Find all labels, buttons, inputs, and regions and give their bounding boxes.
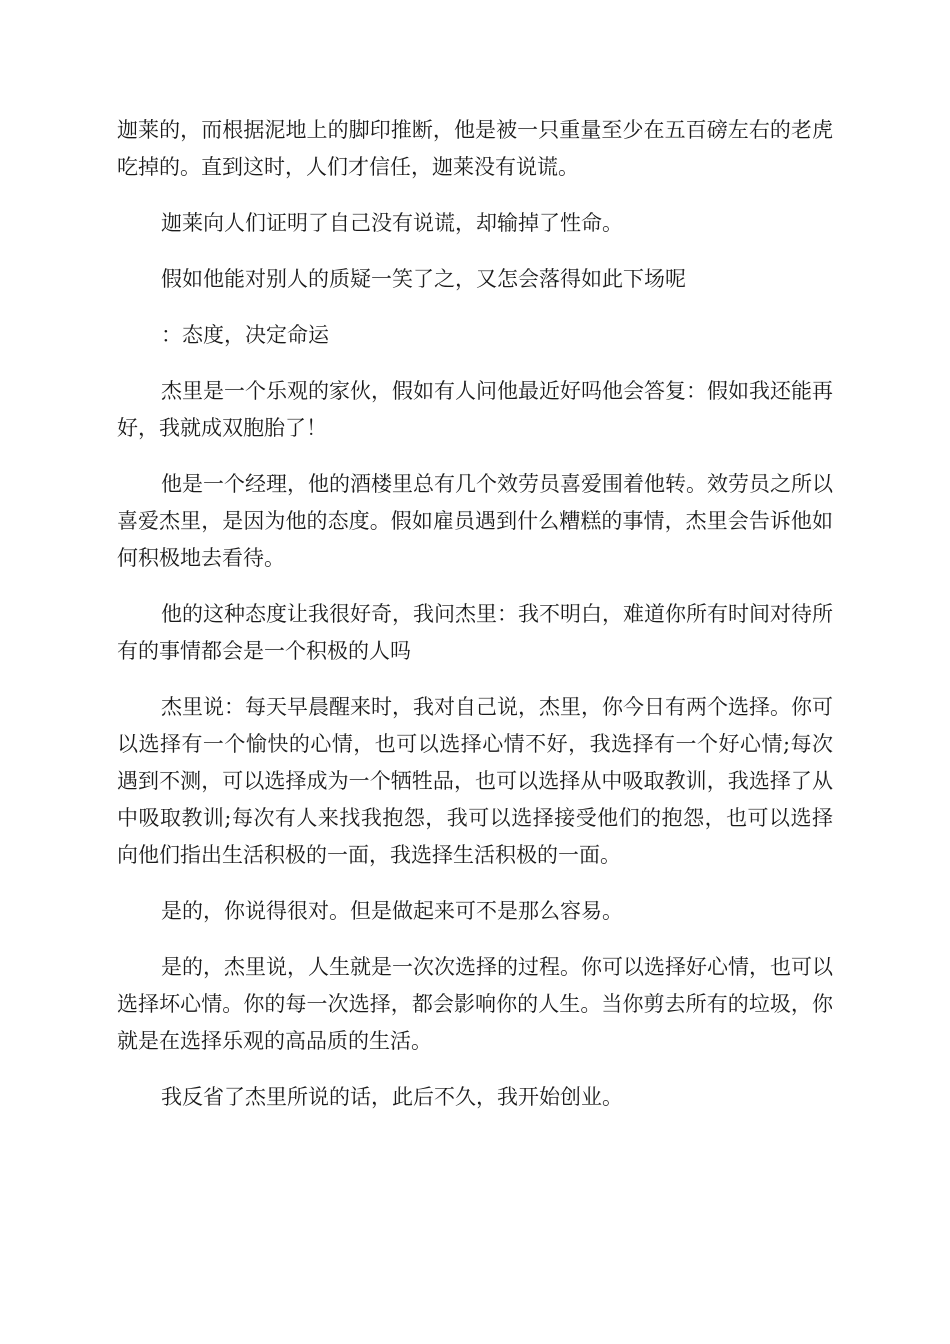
paragraph-9: 是的，你说得很对。但是做起来可不是那么容易。 [161,899,623,923]
paragraph-3: 假如他能对别人的质疑一笑了之，又怎会落得如此下场呢 [161,267,686,291]
paragraph-2: 迦莱向人们证明了自己没有说谎，却输掉了性命。 [161,211,623,235]
document-body [117,112,833,1135]
paragraph-5: 杰里是一个乐观的家伙，假如有人问他最近好吗他会答复：假如我还能再好，我就成双胞胎了！ [117,379,833,440]
paragraph-10: 是的，杰里说，人生就是一次次选择的过程。你可以选择好心情，也可以选择坏心情。你的每一次选择，都会影响你的人生。当你剪去所有的垃圾，你就是在选择乐观的高品质的生活。 [117,955,833,1053]
paragraph-8: 杰里说：每天早晨醒来时，我对自己说，杰里，你今日有两个选择。你可以选择有一个愉快的心情，也可以选择心情不好，我选择有一个好心情;每次遇到不测，可以选择成为一个牺牲品，也可以选择从中吸取教训，我选择了从中吸取教训;每次有人来找我抱怨，我可以选择接受他们的抱怨，也可以选择向他们指出生活积极的一面，我选择生活积极的一面。 [117,695,833,867]
paragraph-1: 迦莱的，而根据泥地上的脚印推断，他是被一只重量至少在五百磅左右的老虎吃掉的。直到这时，人们才信任，迦莱没有说谎。 [117,118,833,179]
paragraph-7: 他的这种态度让我很好奇，我问杰里：我不明白，难道你所有时间对待所有的事情都会是一个积极的人吗 [117,602,833,663]
paragraph-11: 我反省了杰里所说的话，此后不久，我开始创业。 [161,1085,623,1109]
paragraph-4: ：态度，决定命运 [161,323,329,347]
paragraph-6: 他是一个经理，他的酒楼里总有几个效劳员喜爱围着他转。效劳员之所以喜爱杰里，是因为他的态度。假如雇员遇到什么糟糕的事情，杰里会告诉他如何积极地去看待。 [117,472,833,570]
